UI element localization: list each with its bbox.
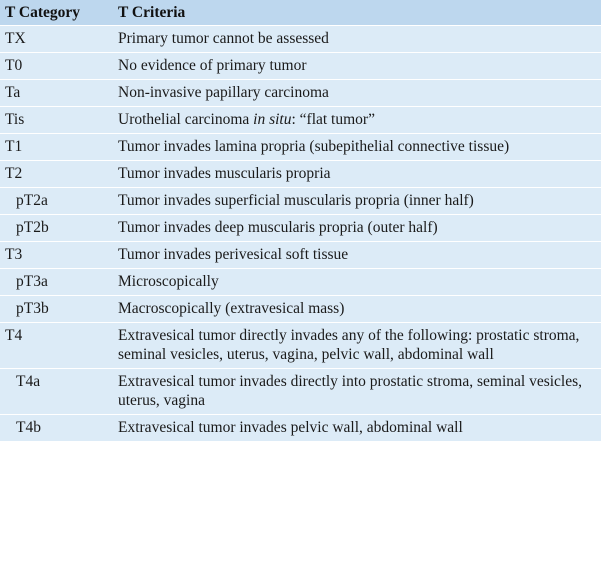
table-row xyxy=(0,161,601,188)
criteria-text: Non-invasive papillary carcinoma xyxy=(118,84,329,101)
table-row xyxy=(0,415,601,442)
criteria-text: Tumor invades muscularis propria xyxy=(118,165,331,182)
criteria-text: No evidence of primary tumor xyxy=(118,57,307,74)
t-criteria-cell xyxy=(118,80,601,107)
criteria-text: Extravesical tumor invades pelvic wall, abdominal wall xyxy=(118,419,463,436)
table-row xyxy=(0,107,601,134)
t-criteria-cell xyxy=(118,161,601,188)
t-category-cell: T3 xyxy=(0,242,118,269)
t-category-cell: T4b xyxy=(0,415,118,442)
t-criteria-cell xyxy=(118,323,601,369)
t-category-cell: pT2b xyxy=(0,215,118,242)
t-category-cell: T4a xyxy=(0,369,118,415)
table-header xyxy=(0,0,601,26)
t-criteria-cell xyxy=(118,415,601,442)
header-t-criteria: T Criteria xyxy=(118,0,601,26)
criteria-text: Tumor invades deep muscularis propria (outer half) xyxy=(118,219,438,236)
t-criteria-cell xyxy=(118,215,601,242)
criteria-text: Extravesical tumor invades directly into prostatic stroma, seminal vesicles, uterus, vagina xyxy=(118,373,583,409)
t-criteria-cell xyxy=(118,296,601,323)
t-category-cell: TX xyxy=(0,26,118,53)
t-criteria-cell xyxy=(118,53,601,80)
header-row xyxy=(0,0,601,26)
t-criteria-cell xyxy=(118,26,601,53)
t-category-cell: pT3b xyxy=(0,296,118,323)
t-category-cell: T4 xyxy=(0,323,118,369)
criteria-text: Macroscopically (extravesical mass) xyxy=(118,300,345,317)
table-row xyxy=(0,26,601,53)
criteria-text: Tumor invades lamina propria (subepithelial connective tissue) xyxy=(118,138,510,155)
t-category-cell: pT2a xyxy=(0,188,118,215)
t-category-cell: Ta xyxy=(0,80,118,107)
t-criteria-cell xyxy=(118,369,601,415)
criteria-text: Extravesical tumor directly invades any of the following: prostatic stroma, seminal vesicles, uterus, vagina, pelvic wall, abdominal wall xyxy=(118,327,580,363)
t-category-cell: T1 xyxy=(0,134,118,161)
table-body xyxy=(0,26,601,442)
table-row xyxy=(0,323,601,369)
t-category-cell: T2 xyxy=(0,161,118,188)
criteria-text: Tumor invades superficial muscularis propria (inner half) xyxy=(118,192,474,209)
t-criteria-cell xyxy=(118,242,601,269)
header-t-category: T Category xyxy=(0,0,118,26)
table-row xyxy=(0,269,601,296)
table-row xyxy=(0,80,601,107)
criteria-text: Primary tumor cannot be assessed xyxy=(118,30,329,47)
table-row xyxy=(0,242,601,269)
t-category-cell: Tis xyxy=(0,107,118,134)
t-category-cell: T0 xyxy=(0,53,118,80)
t-criteria-cell xyxy=(118,134,601,161)
criteria-text: Urothelial carcinoma xyxy=(118,111,254,128)
table-row xyxy=(0,215,601,242)
t-criteria-cell xyxy=(118,107,601,134)
criteria-text: Tumor invades perivesical soft tissue xyxy=(118,246,349,263)
criteria-text-after: : “flat tumor” xyxy=(291,111,375,128)
t-criteria-cell xyxy=(118,188,601,215)
table-row xyxy=(0,188,601,215)
table-row xyxy=(0,134,601,161)
criteria-text: Microscopically xyxy=(118,273,219,290)
criteria-italic-text: in situ xyxy=(253,111,292,128)
table-row xyxy=(0,53,601,80)
table-row xyxy=(0,369,601,415)
table-row xyxy=(0,296,601,323)
t-category-cell: pT3a xyxy=(0,269,118,296)
t-criteria-cell xyxy=(118,269,601,296)
